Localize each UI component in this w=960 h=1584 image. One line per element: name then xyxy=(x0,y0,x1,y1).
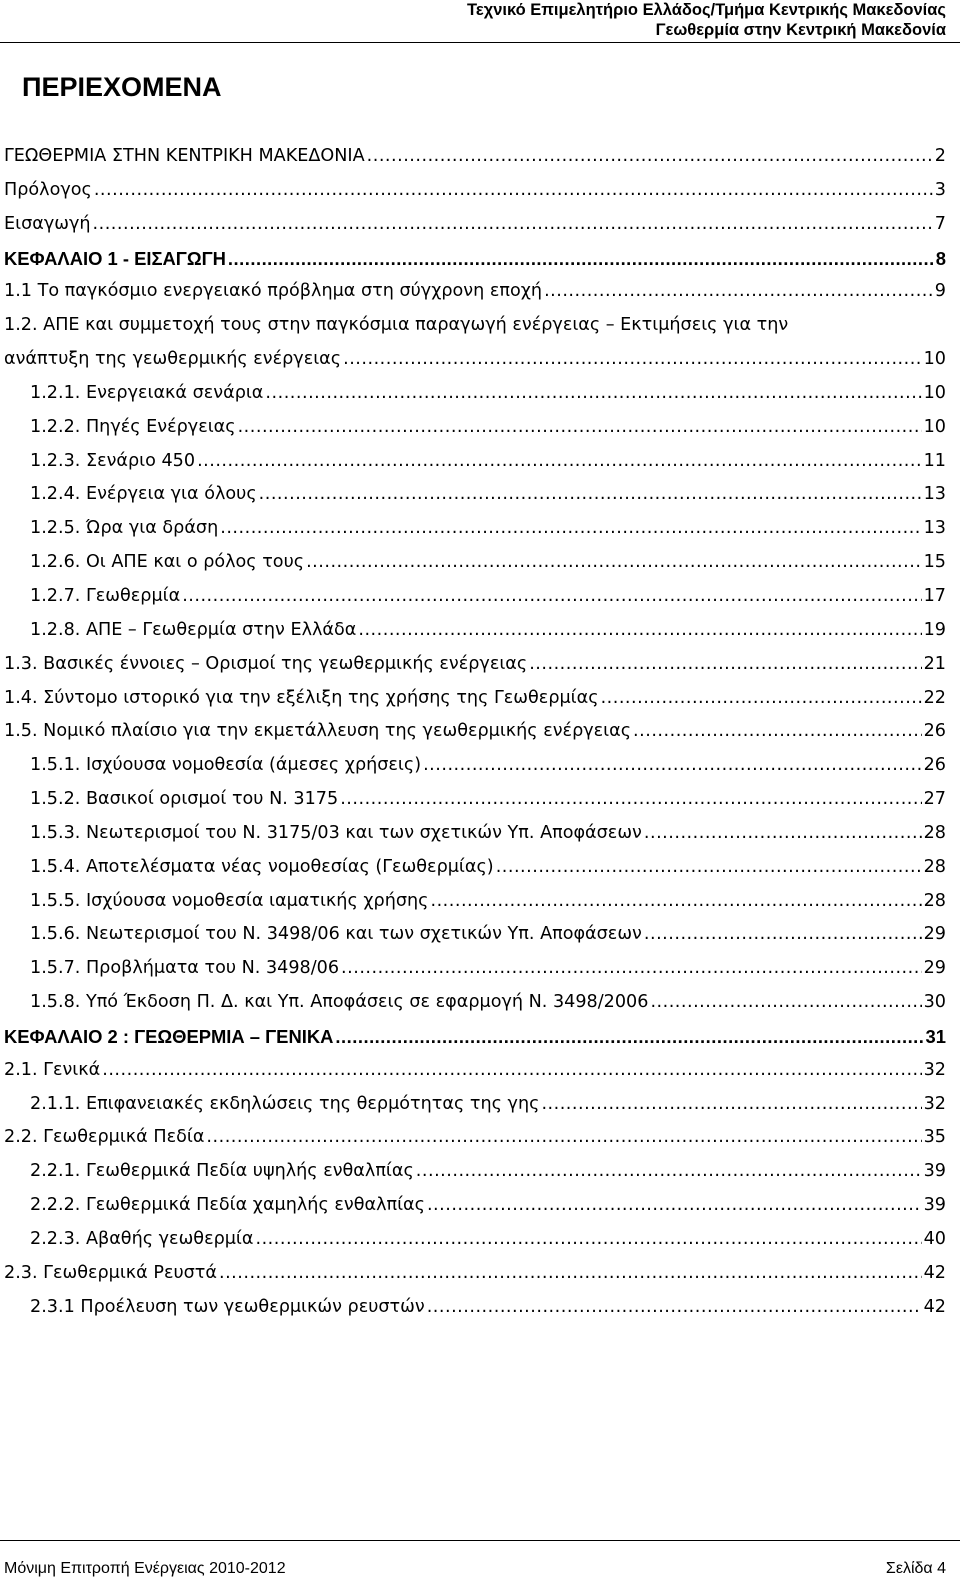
toc-entry-page: 10 xyxy=(923,382,946,403)
dot-leader xyxy=(358,614,921,648)
toc-entry[interactable] xyxy=(0,478,960,512)
dot-leader xyxy=(220,512,921,546)
toc-entry-page: 39 xyxy=(923,1195,946,1216)
dot-leader xyxy=(430,885,921,919)
toc-entry-page: 32 xyxy=(923,1059,946,1080)
toc-entry-text: 1.2.1. Ενεργειακά σενάρια xyxy=(30,382,264,403)
toc-entry-page: 27 xyxy=(923,789,946,810)
dot-leader xyxy=(423,749,922,783)
toc-entry[interactable] xyxy=(0,614,960,648)
dot-leader xyxy=(529,648,921,682)
dot-leader xyxy=(343,343,922,377)
dot-leader xyxy=(416,1155,922,1189)
toc-entry[interactable] xyxy=(0,275,960,309)
dot-leader xyxy=(341,952,922,986)
toc-entry-page: 10 xyxy=(923,349,946,370)
dot-leader xyxy=(427,1291,922,1325)
toc-entry-page: 13 xyxy=(923,518,946,539)
toc-entry[interactable] xyxy=(0,715,960,749)
toc-entry-text: 1.1 Το παγκόσμιο ενεργειακό πρόβλημα στη σύγχρονη εποχή xyxy=(4,281,543,302)
toc-entry-page: 7 xyxy=(934,213,946,234)
toc-entry[interactable] xyxy=(0,1189,960,1223)
toc-chapter-entry[interactable] xyxy=(0,242,960,276)
toc-chapter-entry[interactable] xyxy=(0,1020,960,1054)
dot-leader xyxy=(206,1121,921,1155)
table-of-contents xyxy=(0,140,960,1325)
dot-leader xyxy=(496,851,922,885)
dot-leader xyxy=(633,715,922,749)
dot-leader xyxy=(544,275,933,309)
dot-leader xyxy=(644,918,922,952)
toc-entry-text: 2.2. Γεωθερμικά Πεδία xyxy=(4,1127,205,1148)
toc-entry-text: 2.1.1. Επιφανειακές εκδηλώσεις της θερμότητας της γης xyxy=(30,1093,540,1114)
dot-leader xyxy=(228,242,934,276)
toc-entry-page: 21 xyxy=(923,653,946,674)
toc-entry-text: 1.2.6. Οι ΑΠΕ και ο ρόλος τους xyxy=(30,552,305,573)
toc-entry-page: 40 xyxy=(923,1229,946,1249)
toc-entry[interactable] xyxy=(0,140,960,174)
dot-leader xyxy=(238,411,922,445)
dot-leader xyxy=(427,1189,922,1223)
toc-entry-page: 13 xyxy=(923,484,946,505)
toc-title: ΠΕΡΙΕΧΟΜΕΝΑ xyxy=(22,72,222,102)
toc-entry[interactable] xyxy=(0,580,960,614)
header-divider xyxy=(0,42,960,43)
dot-leader xyxy=(259,478,922,512)
toc-entry[interactable] xyxy=(0,1088,960,1122)
toc-entry-text: 1.2.3. Σενάριο 450 xyxy=(30,450,196,471)
toc-entry-text: 2.1. Γενικά xyxy=(4,1059,101,1080)
toc-entry-page: 8 xyxy=(935,247,946,269)
footer-divider xyxy=(0,1540,960,1541)
dot-leader xyxy=(367,140,933,174)
toc-entry-text: 1.3. Βασικές έννοιες – Ορισμοί της γεωθερμικής ενέργειας xyxy=(4,653,528,674)
dot-leader xyxy=(102,1054,921,1088)
dot-leader xyxy=(340,783,921,817)
toc-entry[interactable] xyxy=(0,918,960,952)
toc-entry-page: 2 xyxy=(934,146,946,166)
header-document-title: Γεωθερμία στην Κεντρική Μακεδονία xyxy=(655,21,946,39)
toc-entry-text: 1.4. Σύντομο ιστορικό για την εξέλιξη της χρήσης της Γεωθερμίας xyxy=(4,687,599,708)
toc-entry-text: 1.2.8. ΑΠΕ – Γεωθερμία στην Ελλάδα xyxy=(30,619,357,640)
toc-entry-text: 1.5.6. Νεωτερισμοί του Ν. 3498/06 και των σχετικών Υπ. Αποφάσεων xyxy=(30,924,642,945)
toc-entry-text: ΓΕΩΘΕΡΜΙΑ ΣΤΗΝ ΚΕΝΤΡΙΚΗ ΜΑΚΕΔΟΝΙΑ xyxy=(4,146,365,166)
toc-entry[interactable] xyxy=(0,885,960,919)
toc-entry[interactable] xyxy=(0,1223,960,1257)
toc-entry-page: 3 xyxy=(934,179,946,200)
toc-entry-page: 26 xyxy=(923,721,946,742)
dot-leader xyxy=(265,377,921,411)
toc-entry-page: 32 xyxy=(923,1093,946,1114)
toc-entry[interactable] xyxy=(0,851,960,885)
toc-entry-text: 1.5.7. Προβλήματα του Ν. 3498/06 xyxy=(30,958,340,979)
toc-entry-page: 29 xyxy=(923,958,946,979)
toc-entry-text: 1.2.5. Ώρα για δράση xyxy=(30,518,219,539)
dot-leader xyxy=(601,682,922,716)
toc-entry-text: ΚΕΦΑΛΑΙΟ 1 - ΕΙΣΑΓΩΓΗ xyxy=(4,247,226,269)
toc-entry-text: 1.5. Νομικό πλαίσιο για την εκμετάλλευση της γεωθερμικής ενέργειας xyxy=(4,721,632,742)
toc-entry[interactable] xyxy=(0,1155,960,1189)
toc-entry-page: 28 xyxy=(923,856,946,877)
toc-entry-page: 28 xyxy=(923,822,946,843)
toc-entry-text: 1.5.5. Ισχύουσα νομοθεσία ιαματικής χρήσης xyxy=(30,890,429,911)
toc-entry-text: 2.2.3. Αβαθής γεωθερμία xyxy=(30,1229,254,1249)
page-footer xyxy=(0,1540,960,1584)
toc-entry-page: 17 xyxy=(923,585,946,606)
toc-entry-text: 1.2.7. Γεωθερμία xyxy=(30,585,181,606)
toc-entry-text: ανάπτυξη της γεωθερμικής ενέργειας xyxy=(4,349,342,370)
toc-entry[interactable] xyxy=(0,343,960,377)
toc-entry-text: 2.2.1. Γεωθερμικά Πεδία υψηλής ενθαλπίας xyxy=(30,1161,414,1182)
footer-page-number: Σελίδα 4 xyxy=(885,1560,946,1577)
toc-entry-page: 42 xyxy=(923,1262,946,1283)
dot-leader xyxy=(94,174,933,208)
toc-entry-page: 31 xyxy=(925,1025,946,1047)
dot-leader xyxy=(306,546,922,580)
footer-committee: Μόνιμη Επιτροπή Ενέργειας 2010-2012 xyxy=(4,1560,286,1577)
toc-entry[interactable] xyxy=(0,411,960,445)
toc-entry-page: 29 xyxy=(923,924,946,945)
toc-entry[interactable] xyxy=(0,1291,960,1325)
dot-leader xyxy=(197,445,922,479)
toc-entry-text: 1.5.1. Ισχύουσα νομοθεσία (άμεσες χρήσεις) xyxy=(30,755,422,776)
header-organization: Τεχνικό Επιμελητήριο Ελλάδος/Τμήμα Κεντρικής Μακεδονίας xyxy=(467,1,946,19)
toc-entry[interactable] xyxy=(0,682,960,716)
toc-entry-page: 15 xyxy=(923,552,946,573)
toc-entry[interactable] xyxy=(0,783,960,817)
toc-entry-page: 35 xyxy=(923,1127,946,1148)
toc-entry-page: 42 xyxy=(923,1296,946,1317)
toc-entry-page: 22 xyxy=(923,687,946,708)
page-header xyxy=(467,0,946,40)
toc-entry[interactable] xyxy=(0,1054,960,1088)
toc-entry[interactable] xyxy=(0,986,960,1020)
toc-entry-page: 11 xyxy=(923,450,946,471)
toc-entry[interactable] xyxy=(0,512,960,546)
toc-entry-page: 28 xyxy=(923,890,946,911)
dot-leader xyxy=(93,208,933,242)
toc-entry[interactable] xyxy=(0,377,960,411)
toc-entry-text: 1.5.4. Αποτελέσματα νέας νομοθεσίας (Γεωθερμίας) xyxy=(30,856,494,877)
toc-entry[interactable] xyxy=(0,174,960,208)
toc-entry-text: 2.3.1 Προέλευση των γεωθερμικών ρευστών xyxy=(30,1296,425,1317)
toc-entry-text: Εισαγωγή xyxy=(4,213,91,234)
dot-leader xyxy=(644,817,922,851)
toc-entry-text: 1.5.3. Νεωτερισμοί του Ν. 3175/03 και των σχετικών Υπ. Αποφάσεων xyxy=(30,822,642,843)
toc-entry[interactable] xyxy=(0,546,960,580)
toc-entry[interactable] xyxy=(0,1257,960,1291)
toc-entry-text: 1.2.2. Πηγές Ενέργειας xyxy=(30,416,236,437)
toc-entry-text: ΚΕΦΑΛΑΙΟ 2 : ΓΕΩΘΕΡΜΙΑ – ΓΕΝΙΚΑ xyxy=(4,1025,334,1047)
toc-entry[interactable] xyxy=(0,749,960,783)
toc-entry-text: 1.2.4. Ενέργεια για όλους xyxy=(30,484,257,505)
dot-leader xyxy=(541,1088,921,1122)
toc-entry[interactable] xyxy=(0,648,960,682)
toc-entry[interactable] xyxy=(0,952,960,986)
dot-leader xyxy=(219,1257,922,1291)
toc-entry[interactable] xyxy=(0,817,960,851)
dot-leader xyxy=(256,1223,922,1257)
toc-entry[interactable] xyxy=(0,208,960,242)
toc-entry-text: Πρόλογος xyxy=(4,179,92,200)
toc-entry-text: 2.2.2. Γεωθερμικά Πεδία χαμηλής ενθαλπίας xyxy=(30,1195,425,1216)
toc-entry-text: 2.3. Γεωθερμικά Ρευστά xyxy=(4,1262,217,1283)
toc-entry[interactable] xyxy=(0,445,960,479)
toc-entry-page: 19 xyxy=(923,619,946,640)
toc-entry-page: 30 xyxy=(923,992,946,1013)
dot-leader xyxy=(182,580,921,614)
toc-entry-page: 26 xyxy=(923,755,946,776)
toc-entry-first-line[interactable]: 1.2. ΑΠΕ και συμμετοχή τους στην παγκόσμια παραγωγή ενέργειας – Εκτιμήσεις για την xyxy=(4,315,789,336)
toc-entry-page: 39 xyxy=(923,1161,946,1182)
dot-leader xyxy=(650,986,921,1020)
toc-entry-page: 10 xyxy=(923,416,946,437)
toc-entry-text: 1.5.8. Υπό Έκδοση Π. Δ. και Υπ. Αποφάσεις σε εφαρμογή Ν. 3498/2006 xyxy=(30,992,649,1013)
toc-entry-text: 1.5.2. Βασικοί ορισμοί του Ν. 3175 xyxy=(30,789,339,810)
toc-entry[interactable] xyxy=(0,1121,960,1155)
dot-leader xyxy=(335,1020,923,1054)
toc-entry-page: 9 xyxy=(934,281,946,302)
